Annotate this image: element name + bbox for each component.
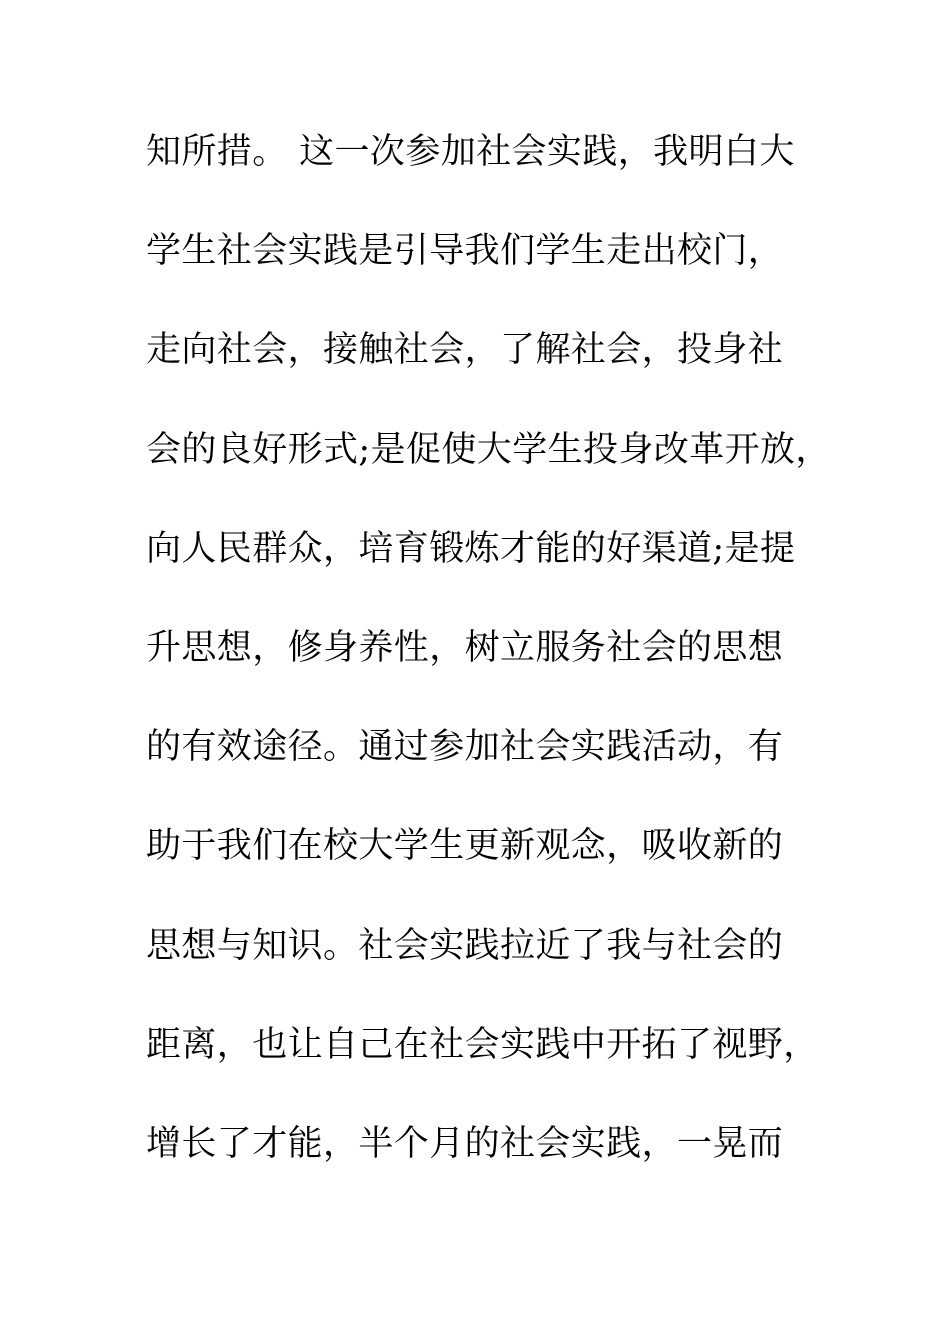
text-line: 学生社会实践是引导我们学生走出校门， — [146, 231, 784, 272]
text-line: 向人民群众，培育锻炼才能的好渠道;是提 — [146, 528, 796, 569]
text-line: 思想与知识。社会实践拉近了我与社会的 — [146, 925, 784, 966]
text-line: 知所措。 这一次参加社会实践，我明白大 — [146, 132, 795, 172]
text-line: 的有效途径。通过参加社会实践活动，有 — [146, 727, 784, 768]
text-line: 增长了才能，半个月的社会实践，一晃而 — [146, 1123, 784, 1164]
text-line: 助于我们在校大学生更新观念，吸收新的 — [146, 826, 784, 867]
text-line: 距离，也让自己在社会实践中开拓了视野， — [146, 1024, 819, 1065]
text-line: 会的良好形式;是促使大学生投身改革开放， — [146, 429, 831, 470]
text-line: 升思想，修身养性，树立服务社会的思想 — [146, 627, 784, 668]
text-line: 走向社会，接触社会，了解社会，投身社 — [146, 330, 784, 371]
body-text — [146, 122, 846, 1213]
